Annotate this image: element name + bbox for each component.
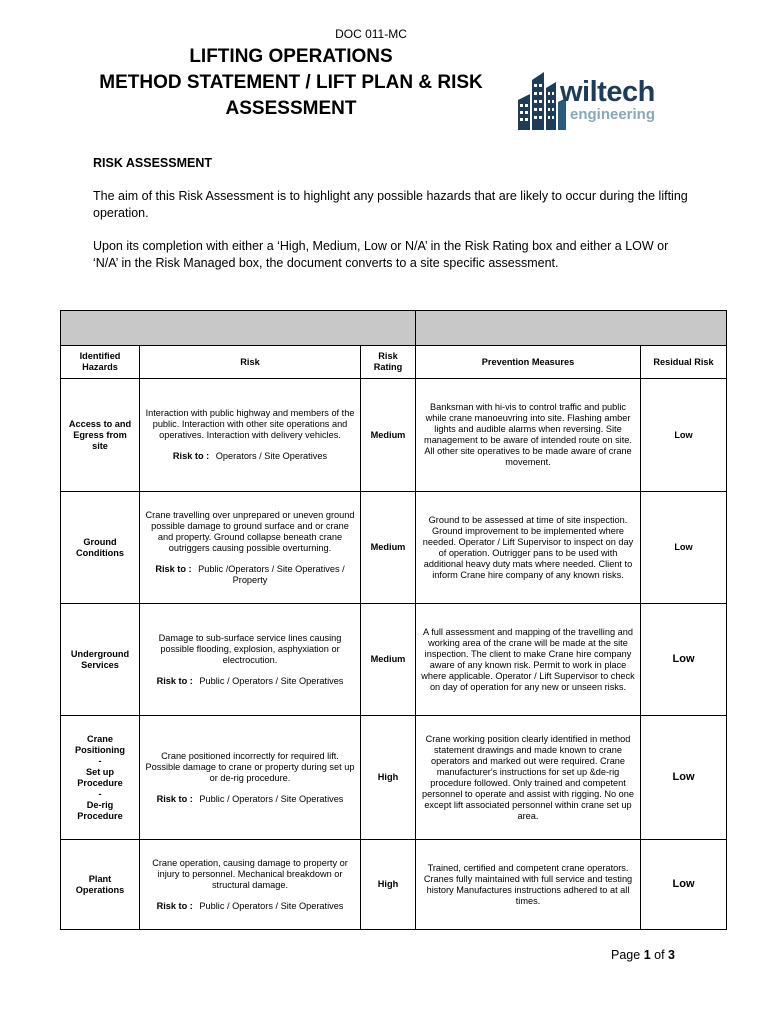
risk-to-value: Public / Operators / Site Operatives [199,793,344,804]
table-row [61,604,727,716]
company-logo [512,66,687,136]
page-of-label: of [654,948,665,962]
residual-risk-cell: Low [641,840,727,930]
hazard-line: Positioning [74,744,125,755]
prevention-cell: A full assessment and mapping of the travelling and working area of the crane will be made at the site inspection. The client to make Crane hire company aware of any known risk. Permit to work in place where applicable. Operator / Lift Supervisor to check on day of operation for any new or unseen risks. [416,604,641,716]
risk-rating-cell: Medium [361,604,416,716]
logo-wordmark: wiltech [560,76,655,108]
page-label: Page [611,948,641,962]
risk-cell [140,604,361,716]
risk-to-label: Risk to : [172,451,210,461]
residual-risk-cell: Low [641,604,727,716]
table-row [61,840,727,930]
residual-risk-cell: Low [641,716,727,840]
hazard-line: Procedure [77,777,123,788]
risk-to [144,676,356,687]
table-row [61,492,727,604]
hazard-cell: Underground Services [61,604,140,716]
risk-rating-cell: High [361,716,416,840]
column-header-risk-rating: Risk Rating [361,346,416,379]
section-heading: RISK ASSESSMENT [93,156,213,170]
hazard-line: - [98,788,102,799]
risk-cell [140,716,361,840]
residual-risk-cell: Low [641,379,727,492]
risk-to-label: Risk to : [155,563,192,574]
prevention-cell: Trained, certified and competent crane operators. Cranes fully maintained with full service and testing history Manufactures instructions adhered to at all times. [416,840,641,930]
risk-rating-cell: High [361,840,416,930]
risk-to [144,564,356,586]
risk-to-value: Public / Operators / Site Operatives [199,675,344,686]
risk-to-label: Risk to : [156,900,193,911]
risk-rating-cell: Medium [361,379,416,492]
table-row [61,379,727,492]
hazard-cell [61,716,140,840]
risk-to [144,794,356,805]
title-line-2: METHOD STATEMENT / LIFT PLAN & RISK [99,72,483,93]
table-column-headers [61,346,727,379]
table-row [61,716,727,840]
prevention-cell: Ground to be assessed at time of site inspection. Ground improvement to be implemented where needed. Operator / Lift Supervisor to inspect on day of operation. Outrigger pans to be used with additional heavy duty mats where needed. Client to inform Crane hire company of any known risks. [416,492,641,604]
title-line-1: LIFTING OPERATIONS [189,46,393,67]
grey-header-cell-left [61,311,416,346]
risk-assessment-table [60,310,727,930]
risk-to [144,901,356,912]
column-header-hazards: Identified Hazards [61,346,140,379]
document-code: DOC 011-MC [335,27,407,41]
residual-risk-cell: Low [641,492,727,604]
risk-to-value: Public / Operators / Site Operatives [199,900,344,911]
page-number [611,948,675,962]
risk-to-value: Operators / Site Operatives [215,451,328,461]
risk-to-value: Public /Operators / Site Operatives / Property [198,563,345,585]
intro-paragraph-2: Upon its completion with either a ‘High, Medium, Low or N/A’ in the Risk Rating box and either a LOW or ‘N/A’ in the Risk Managed box, the document converts to a site specific assessment. [93,239,669,270]
hazard-line: - [98,755,102,766]
column-header-risk: Risk [140,346,361,379]
risk-to-label: Risk to : [156,793,193,804]
grey-header-cell-right [416,311,727,346]
risk-text: Interaction with public highway and members of the public. Interaction with other site operations and operatives. Interaction with delivery vehicles. [145,408,355,440]
hazard-line: Set up [85,766,115,777]
risk-text: Crane operation, causing damage to property or injury to personnel. Mechanical breakdown or structural damage. [152,857,348,890]
risk-cell [140,379,361,492]
hazard-line: Procedure [77,810,123,821]
risk-to-label: Risk to : [156,675,193,686]
risk-rating-cell: Medium [361,492,416,604]
logo-subtitle: engineering [570,106,656,123]
column-header-prevention: Prevention Measures [416,346,641,379]
intro-paragraph-1: The aim of this Risk Assessment is to highlight any possible hazards that are likely to occur during the lifting operation. [93,189,688,220]
risk-text: Crane travelling over unprepared or uneven ground possible damage to ground surface and or crane and property. Ground collapse beneath crane outriggers causing possible overturning. [145,509,355,553]
page-current: 1 [643,948,651,962]
hazard-cell: Ground Conditions [61,492,140,604]
prevention-cell: Banksman with hi-vis to control traffic and public while crane manoeuvring into site. Flashing amber lights and audible alarms when reversing. Site management to be aware of intended route on site. All other site operatives to be made aware of crane movement. [416,379,641,492]
risk-to [144,451,356,462]
column-header-residual: Residual Risk [641,346,727,379]
hazard-cell: Plant Operations [61,840,140,930]
hazard-line: Crane [86,733,114,744]
risk-text: Damage to sub-surface service lines causing possible flooding, explosion, asphyxiation or electrocution. [158,632,342,665]
risk-cell [140,492,361,604]
table-grey-header [61,311,727,346]
hazard-line: De-rig [86,799,114,810]
document-title [85,44,497,122]
page-total: 3 [668,948,675,962]
title-line-3: ASSESSMENT [225,98,357,119]
hazard-cell: Access to and Egress from site [61,379,140,492]
prevention-cell: Crane working position clearly identified in method statement drawings and made known to crane operators and marked out were required. Crane manufacturer's instructions for set up &de-rig procedure followed. Only trained and competent personnel to operate and assist with rigging. No one except lift associated personnel within crane set up area. [416,716,641,840]
risk-cell [140,840,361,930]
risk-text: Crane positioned incorrectly for required lift. Possible damage to crane or property during set up or de-rig procedure. [145,750,355,783]
